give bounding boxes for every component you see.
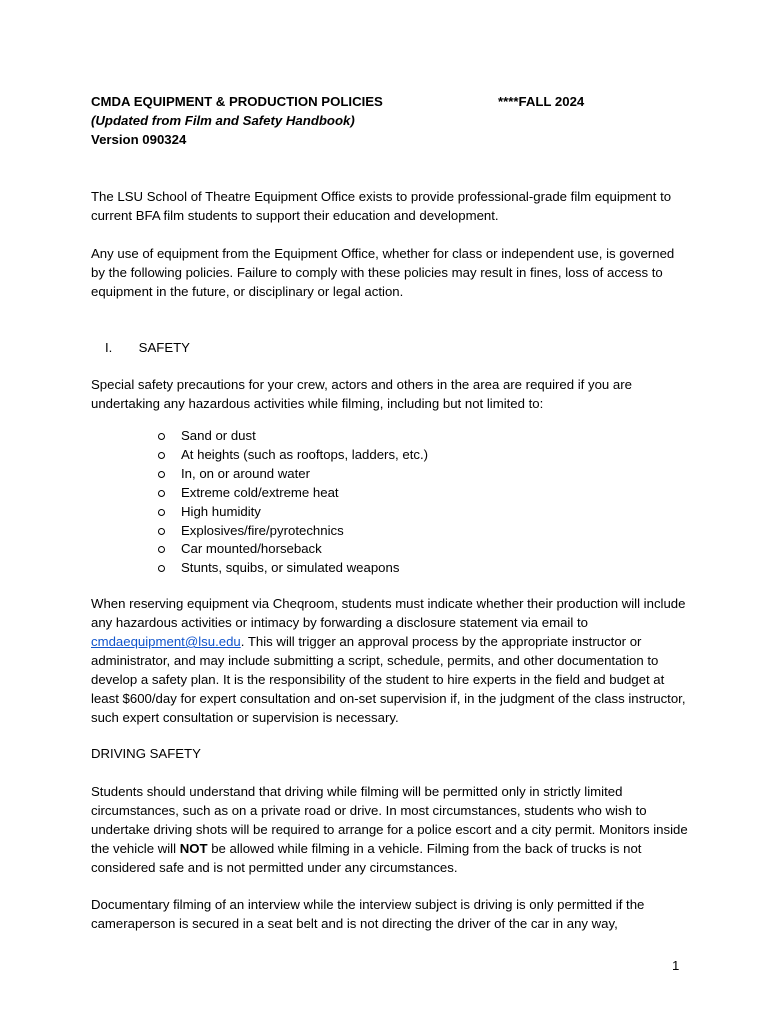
bullet-circle-icon [158, 509, 165, 516]
driving-safety-heading: DRIVING SAFETY [91, 746, 201, 761]
document-header [91, 92, 691, 149]
bullet-circle-icon [158, 452, 165, 459]
page-number: 1 [672, 958, 680, 973]
list-item: Car mounted/horseback [158, 540, 428, 559]
hazard-list [158, 427, 428, 578]
bullet-circle-icon [158, 433, 165, 440]
section-title: SAFETY [138, 340, 190, 355]
document-subtitle: (Updated from Film and Safety Handbook) [91, 113, 355, 128]
list-item: High humidity [158, 503, 428, 522]
intro-paragraph-1: The LSU School of Theatre Equipment Office exists to provide professional-grade film equipment to current BFA film students to support their education and development. [91, 189, 672, 223]
section-heading-safety [105, 338, 190, 357]
list-item: Extreme cold/extreme heat [158, 484, 428, 503]
equipment-email-link[interactable]: cmdaequipment@lsu.edu [91, 634, 241, 649]
term-label: ****FALL 2024 [498, 94, 585, 109]
section-number: I. [105, 340, 113, 355]
driving-paragraph-1: Students should understand that driving while filming will be permitted only in strictly limited circumstances, such as on a private road or drive. In most circumstances, students who wish to undertake driving shots will be required to arrange for a police escort and a city permit. Monitors inside the vehicle will NOT be allowed while filming in a vehicle. Filming from the back of trucks is not considered safe and is not permitted under any circumstances. [91, 784, 688, 875]
document-version: Version 090324 [91, 132, 187, 147]
list-item: Explosives/fire/pyrotechnics [158, 522, 428, 541]
safety-lead-paragraph: Special safety precautions for your crew, actors and others in the area are required if you are undertaking any hazardous activities while filming, including but not limited to: [91, 377, 632, 411]
list-item: Stunts, squibs, or simulated weapons [158, 559, 428, 578]
reservation-paragraph: When reserving equipment via Cheqroom, students must indicate whether their production will include any hazardous activities or intimacy by forwarding a disclosure statement via email to cmdaequipment@lsu.edu. This will trigger an approval process by the appropriate instructor or administrator, and may include submitting a script, schedule, permits, and other documentation to develop a safety plan. It is the responsibility of the student to hire experts in the field and budget at least $600/day for expert consultation and on-set supervision if, in the judgment of the class instructor, such expert consultation or supervision is necessary. [91, 596, 686, 725]
bullet-circle-icon [158, 565, 165, 572]
bullet-circle-icon [158, 546, 165, 553]
bullet-circle-icon [158, 471, 165, 478]
list-item: At heights (such as rooftops, ladders, etc.) [158, 446, 428, 465]
list-item: Sand or dust [158, 427, 428, 446]
not-emphasis: NOT [179, 841, 208, 856]
document-title: CMDA EQUIPMENT & PRODUCTION POLICIES [91, 94, 383, 109]
intro-paragraph-2: Any use of equipment from the Equipment Office, whether for class or independent use, is governed by the following policies. Failure to comply with these policies may result in fines, loss of access to equipment in the future, or disciplinary or legal action. [91, 246, 675, 299]
driving-paragraph-2: Documentary filming of an interview while the interview subject is driving is only permitted if the cameraperson is secured in a seat belt and is not directing the driver of the car in any way, [91, 897, 645, 931]
bullet-circle-icon [158, 490, 165, 497]
list-item: In, on or around water [158, 465, 428, 484]
bullet-circle-icon [158, 528, 165, 535]
